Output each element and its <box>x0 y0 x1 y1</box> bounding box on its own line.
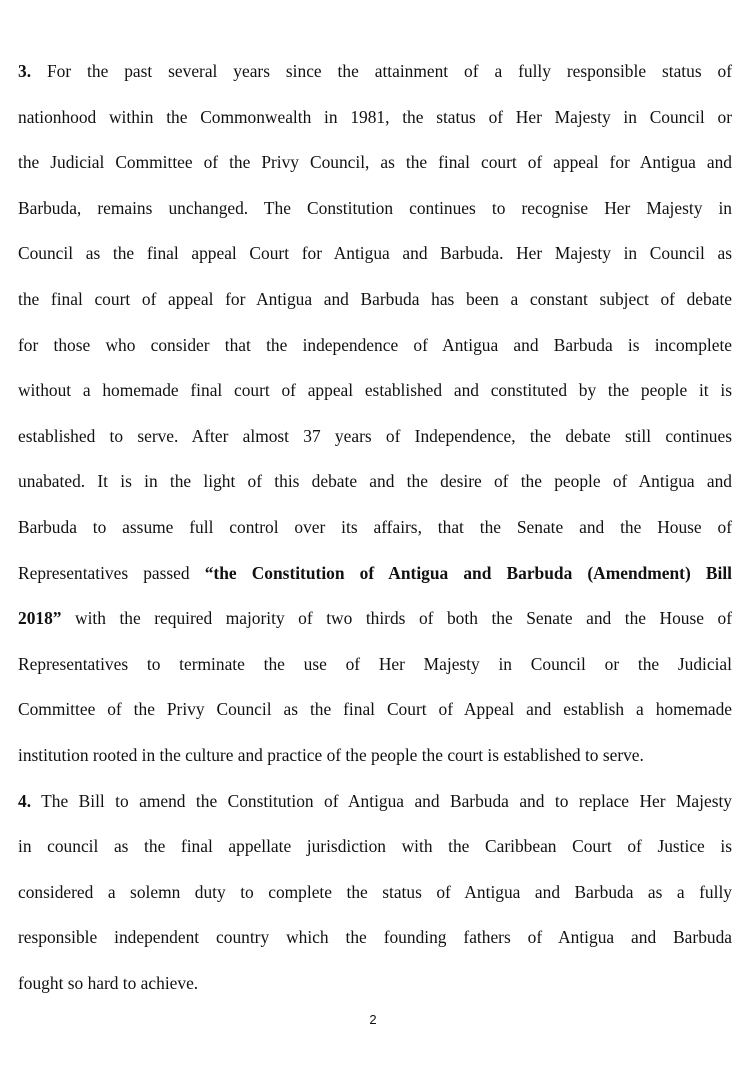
paragraph-2-line <box>18 877 732 907</box>
text-run: unabated. It is in the light of this debate and the desire of the people of Antigua and <box>18 471 732 492</box>
text-run: Council as the final appeal Court for Antigua and Barbuda. Her Majesty in Council as <box>18 243 732 264</box>
page-number: 2 <box>369 1012 377 1027</box>
paragraph-1-line <box>18 193 732 223</box>
paragraph-1-line <box>18 603 732 633</box>
paragraph-1-line <box>18 330 732 360</box>
paragraph-1-line <box>18 421 732 451</box>
text-run: without a homemade final court of appeal established and constituted by the people it is <box>18 380 732 401</box>
paragraph-1-line <box>18 102 732 132</box>
text-run: for those who consider that the independence of Antigua and Barbuda is incomplete <box>18 334 732 355</box>
paragraph-1-line <box>18 238 732 268</box>
text-run: For the past several years since the attainment of a fully responsible status of <box>31 61 732 81</box>
paragraph-1-line <box>18 512 732 542</box>
bold-text: 2018” <box>18 608 62 629</box>
text-run: with the required majority of two thirds of both the Senate and the House of <box>61 608 732 629</box>
paragraph-1-line <box>18 694 732 724</box>
bold-text: “the Constitution of Antigua and Barbuda (Amendment) Bill <box>204 562 732 583</box>
paragraph-1-line <box>18 466 732 496</box>
text-run: responsible independent country which the founding fathers of Antigua and Barbuda <box>18 927 732 948</box>
paragraph-2-line <box>18 786 732 816</box>
paragraph-2-line <box>18 922 732 952</box>
text-run: institution rooted in the culture and practice of the people the court is established to serve. <box>18 745 644 765</box>
text-run: the Judicial Committee of the Privy Council, as the final court of appeal for Antigua and <box>18 152 732 173</box>
text-run: Committee of the Privy Council as the final Court of Appeal and establish a homemade <box>18 699 732 720</box>
paragraph-1-line <box>18 558 732 588</box>
paragraph-1-line <box>18 649 732 679</box>
bold-text: 3. <box>18 61 32 81</box>
text-run: fought so hard to achieve. <box>18 973 199 993</box>
paragraph-1-line <box>18 147 732 177</box>
text-run: in council as the final appellate jurisdiction with the Caribbean Court of Justice is <box>18 836 732 857</box>
paragraph-1-line <box>18 375 732 405</box>
text-run: Barbuda to assume full control over its affairs, that the Senate and the House of <box>18 517 732 537</box>
text-run: the final court of appeal for Antigua and Barbuda has been a constant subject of debate <box>18 289 732 309</box>
text-run: Representatives to terminate the use of Her Majesty in Council or the Judicial <box>18 653 732 674</box>
text-run: Barbuda, remains unchanged. The Constitution continues to recognise Her Majesty in <box>18 197 732 218</box>
paragraph-2-line <box>18 831 732 861</box>
paragraph-1-line <box>18 56 732 86</box>
bold-text: 4. <box>18 790 32 811</box>
text-run: Representatives passed <box>18 562 205 583</box>
text-run: nationhood within the Commonwealth in 1981, the status of Her Majesty in Council or <box>18 106 732 127</box>
text-run: established to serve. After almost 37 years of Independence, the debate still continues <box>18 425 732 446</box>
paragraph-1-line <box>18 740 732 770</box>
paragraph-2-line <box>18 968 732 998</box>
text-run: considered a solemn duty to complete the status of Antigua and Barbuda as a fully <box>18 881 732 902</box>
text-run: The Bill to amend the Constitution of Antigua and Barbuda and to replace Her Majesty <box>31 790 732 811</box>
paragraph-1-line <box>18 284 732 314</box>
